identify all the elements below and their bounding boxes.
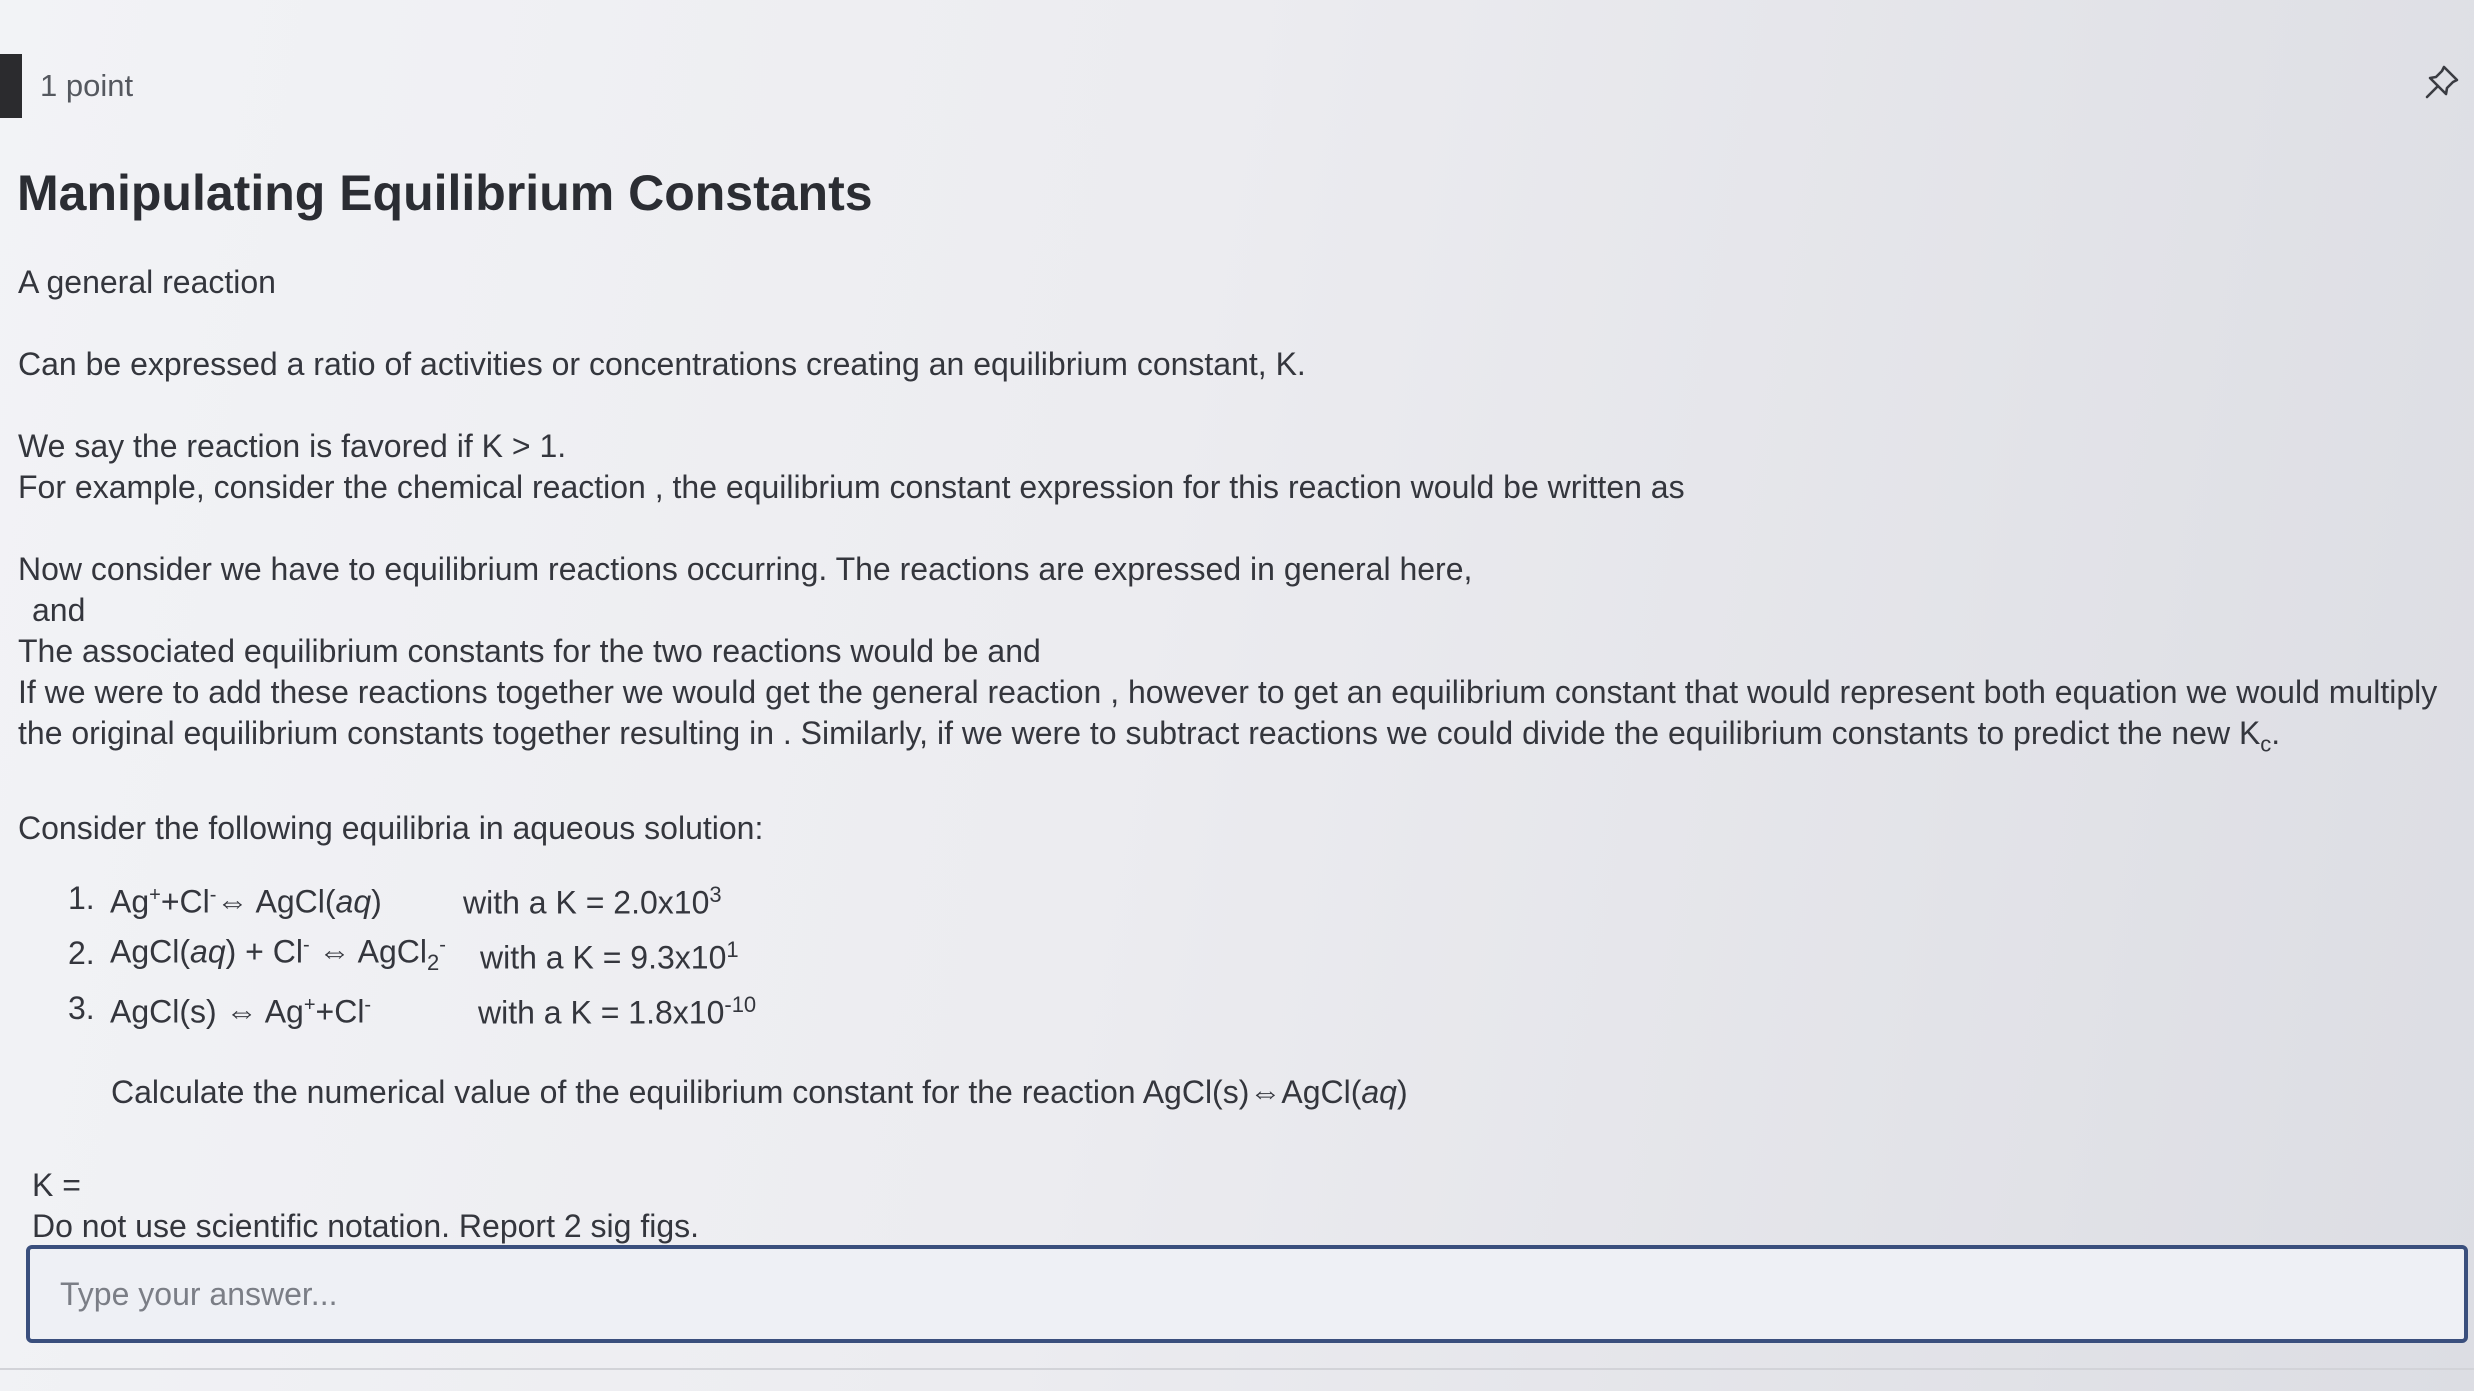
body-paragraph-7: The associated equilibrium constants for the two reactions would be and — [18, 633, 1041, 669]
question-body — [18, 262, 2458, 1247]
question-points: 1 point — [40, 68, 134, 103]
equilibria-list — [68, 871, 2458, 1036]
question-accent-bar — [0, 54, 22, 118]
body-paragraph-2: Can be expressed a ratio of activities or concentrations creating an equilibrium constant, K. — [18, 346, 1306, 382]
question-title: Manipulating Equilibrium Constants — [17, 165, 873, 221]
body-paragraph-4: For example, consider the chemical reaction , the equilibrium constant expression for this reaction would be written as — [18, 469, 1685, 505]
list-item: 3. AgCl(s) ⇔ Ag++Cl- with a $K = 1.8x10^{-10}$ — [68, 990, 757, 1031]
task-prompt: Calculate the numerical value of the equilibrium constant for the reaction AgCl(s)⇔AgCl(aq) — [111, 1074, 1408, 1111]
body-paragraph-8: If we were to add these reactions together we would get the general reaction , however to get an equilibrium constant that would represent both equation we would multiply the original equilibrium constants together resulting in . Similarly, if we were to subtract reactions we could divide the equilibrium constants to predict the new $K_c$. — [18, 674, 2438, 757]
instruction-note: Do not use scientific notation. Report 2 sig figs. — [32, 1208, 700, 1245]
list-item: 1. Ag++Cl-⇔ AgCl(aq) with a $K = 2.0x10^3$ — [68, 880, 722, 921]
body-paragraph-1: A general reaction — [18, 264, 276, 300]
pin-icon[interactable] — [2422, 62, 2462, 102]
answer-input[interactable] — [26, 1245, 2468, 1343]
body-paragraph-9: Consider the following equilibria in aqueous solution: — [18, 810, 764, 847]
divider — [0, 1368, 2474, 1370]
list-item: 2. AgCl(aq) + Cl- ⇔ AgCl$_2$- with a $K = 9.3x10^1$ — [68, 933, 739, 976]
body-paragraph-6: and — [32, 592, 86, 628]
body-paragraph-5: Now consider we have to equilibrium reactions occurring. The reactions are expressed in general here, — [18, 551, 1473, 587]
k-label: K = — [32, 1167, 81, 1204]
body-paragraph-3: We say the reaction is favored if K > 1. — [18, 428, 567, 464]
